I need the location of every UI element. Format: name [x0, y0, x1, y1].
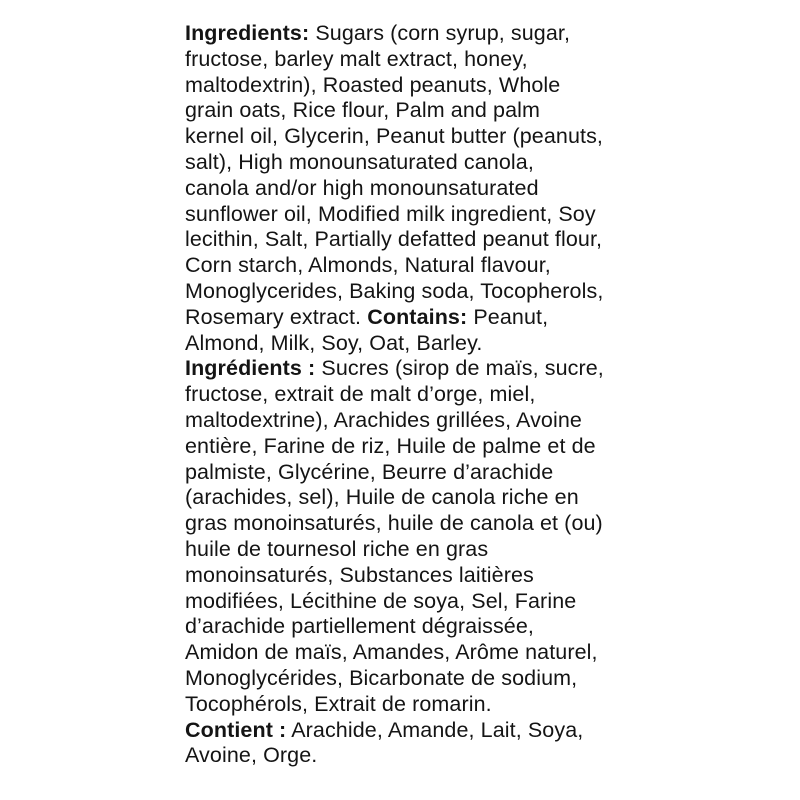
text-line: [185, 640, 665, 666]
ingredient-text: canola and/or high monounsaturated: [185, 175, 539, 200]
text-line: [185, 666, 665, 692]
ingredient-text: Avoine, Orge.: [185, 743, 318, 768]
ingredient-text: modifiées, Lécithine de soya, Sel, Farine: [185, 588, 577, 613]
ingredient-text: Rosemary extract.: [185, 304, 368, 329]
text-line: [185, 356, 665, 382]
bold-heading-text: Ingredients:: [185, 21, 310, 45]
ingredient-text: Sucres (sirop de maïs, sucre,: [315, 356, 604, 381]
text-line: [185, 382, 665, 408]
text-line: [185, 718, 665, 744]
bold-heading-text: Ingrédients :: [185, 356, 316, 381]
text-line: [185, 124, 665, 150]
ingredient-text: Almond, Milk, Soy, Oat, Barley.: [185, 330, 483, 355]
bold-heading-text: Contient :: [185, 717, 287, 742]
text-line: [185, 511, 665, 537]
text-line: [185, 331, 665, 357]
text-line: [185, 692, 665, 718]
ingredient-text: Sugars (corn syrup, sugar,: [309, 21, 571, 45]
text-line: [185, 47, 665, 73]
ingredient-text: gras monoinsaturés, huile de canola et (ou): [185, 511, 603, 536]
ingredient-text: Corn starch, Almonds, Natural flavour,: [185, 253, 551, 278]
ingredients-english-section: [185, 21, 665, 356]
ingredient-text: sunflower oil, Modified milk ingredient, Soy: [185, 201, 596, 226]
text-line: [185, 253, 665, 279]
text-line: [185, 176, 665, 202]
text-line: [185, 305, 665, 331]
ingredient-text: lecithin, Salt, Partially defatted peanut flour,: [185, 227, 603, 252]
ingredient-text: Amidon de maïs, Amandes, Arôme naturel,: [185, 640, 598, 665]
ingredient-text: maltodextrin), Roasted peanuts, Whole: [185, 72, 561, 97]
ingredient-text: grain oats, Rice flour, Palm and palm: [185, 98, 541, 123]
ingredient-text: entière, Farine de riz, Huile de palme et de: [185, 433, 596, 458]
ingredient-text: Peanut,: [467, 304, 549, 329]
text-line: [185, 589, 665, 615]
text-line: [185, 743, 665, 769]
text-line: [185, 408, 665, 434]
ingredient-text: fructose, barley malt extract, honey,: [185, 46, 528, 71]
text-line: [185, 279, 665, 305]
bold-heading-text: Contains:: [367, 304, 468, 329]
text-line: [185, 434, 665, 460]
ingredient-text: fructose, extrait de malt d’orge, miel,: [185, 382, 536, 407]
text-line: [185, 227, 665, 253]
ingredient-text: palmiste, Glycérine, Beurre d’arachide: [185, 459, 554, 484]
text-line: [185, 202, 665, 228]
ingredient-text: monoinsaturés, Substances laitières: [185, 562, 534, 587]
ingredient-text: Monoglycerides, Baking soda, Tocopherols,: [185, 278, 604, 303]
text-line: [185, 614, 665, 640]
ingredient-text: maltodextrine), Arachides grillées, Avoine: [185, 407, 582, 432]
text-line: [185, 460, 665, 486]
ingredient-text: kernel oil, Glycerin, Peanut butter (peanuts,: [185, 124, 603, 149]
text-line: [185, 563, 665, 589]
text-line: [185, 73, 665, 99]
text-line: [185, 98, 665, 124]
text-line: [185, 21, 665, 47]
text-line: [185, 150, 665, 176]
ingredient-label: [185, 21, 665, 769]
ingredient-text: d’arachide partiellement dégraissée,: [185, 614, 534, 639]
ingredient-text: (arachides, sel), Huile de canola riche en: [185, 485, 579, 510]
text-line: [185, 485, 665, 511]
ingredient-text: Arachide, Amande, Lait, Soya,: [286, 717, 584, 742]
text-line: [185, 537, 665, 563]
ingredient-text: huile de tournesol riche en gras: [185, 536, 489, 561]
ingredient-text: Monoglycérides, Bicarbonate de sodium,: [185, 665, 578, 690]
ingredients-french-section: [185, 356, 665, 769]
ingredient-text: salt), High monounsaturated canola,: [185, 149, 534, 174]
ingredient-text: Tocophérols, Extrait de romarin.: [185, 691, 492, 716]
